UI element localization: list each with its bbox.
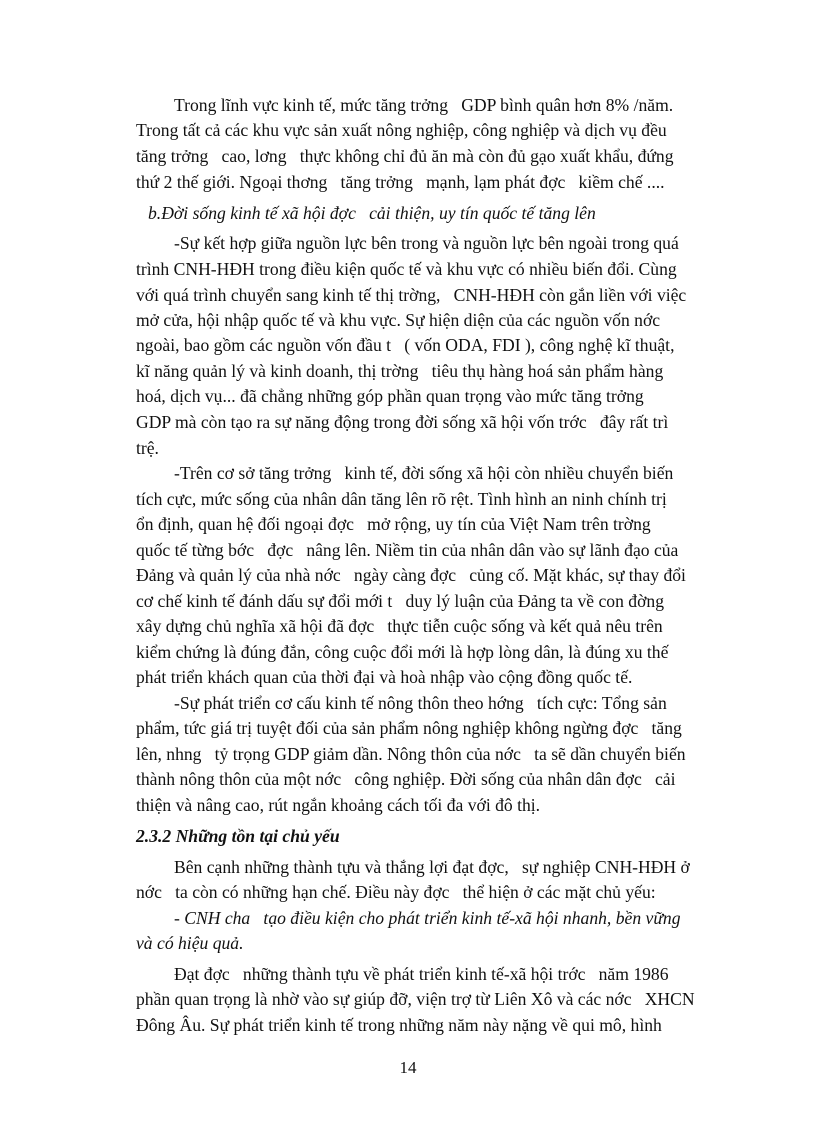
subsection-heading: b.Đời sống kinh tế xã hội đợc cải thiện, uy tín quốc tế tăng lên <box>148 203 596 223</box>
text-line: quốc tế từng bớc đợc nâng lên. Niềm tin của nhân dân vào sự lãnh đạo của <box>136 540 679 560</box>
text-line: phẩm, tức giá trị tuyệt đối của sản phẩm nông nghiệp không ngừng đợc tăng <box>136 718 682 738</box>
text-line: nớc ta còn có những hạn chế. Điều này đợc thể hiện ở các mặt chủ yếu: <box>136 882 656 902</box>
text-line: phát triển khách quan của thời đại và hoà nhập vào cộng đồng quốc tế. <box>136 667 633 687</box>
text-line: kĩ năng quản lý và kinh doanh, thị trờng tiêu thụ hàng hoá sản phẩm hàng <box>136 361 664 381</box>
text-line: phần quan trọng là nhờ vào sự giúp đỡ, viện trợ từ Liên Xô và các nớc XHCN <box>136 989 695 1009</box>
text-line: cơ chế kinh tế đánh dấu sự đổi mới t duy lý luận của Đảng ta về con đờng <box>136 591 664 611</box>
text-line: tăng trởng cao, lơng thực không chỉ đủ ăn mà còn đủ gạo xuất khẩu, đứng <box>136 146 674 166</box>
text-line: trình CNH-HĐH trong điều kiện quốc tế và khu vực có nhiều biến đổi. Cùng <box>136 259 677 279</box>
text-line: thứ 2 thế giới. Ngoại thơng tăng trởng mạnh, lạm phát đợc kiềm chế .... <box>136 172 665 192</box>
page-number: 14 <box>399 1058 417 1077</box>
text-line: Đông Âu. Sự phát triển kinh tế trong những năm này nặng về qui mô, hình <box>136 1015 662 1035</box>
text-line: kiểm chứng là đúng đắn, công cuộc đổi mới là hợp lòng dân, là đúng xu thế <box>136 642 669 662</box>
text-line: Đảng và quản lý của nhà nớc ngày càng đợc củng cố. Mặt khác, sự thay đổi <box>136 565 686 585</box>
text-line: thành nông thôn của một nớc công nghiệp. Đời sống của nhân dân đợc cải <box>136 769 676 789</box>
italic-point: - CNH cha tạo điều kiện cho phát triển kinh tế-xã hội nhanh, bền vững <box>174 908 681 928</box>
text-line: xây dựng chủ nghĩa xã hội đã đợc thực tiễn cuộc sống và kết quả nêu trên <box>136 616 663 636</box>
text-line: -Sự kết hợp giữa nguồn lực bên trong và nguồn lực bên ngoài trong quá <box>174 233 679 253</box>
text-line: hoá, dịch vụ... đã chẳng những góp phần quan trọng vào mức tăng trởng <box>136 386 644 406</box>
text-line: tích cực, mức sống của nhân dân tăng lên rõ rệt. Tình hình an ninh chính trị <box>136 489 667 509</box>
italic-point: và có hiệu quả. <box>136 933 244 953</box>
text-line: mở cửa, hội nhập quốc tế và khu vực. Sự hiện diện của các nguồn vốn nớc <box>136 310 661 330</box>
text-line: Bên cạnh những thành tựu và thắng lợi đạt đợc, sự nghiệp CNH-HĐH ở <box>174 857 690 877</box>
text-line: GDP mà còn tạo ra sự năng động trong đời sống xã hội vốn trớc đây rất trì <box>136 412 669 432</box>
text-line: Đạt đợc những thành tựu về phát triển kinh tế-xã hội trớc năm 1986 <box>174 964 669 984</box>
section-heading: 2.3.2 Những tồn tại chủ yếu <box>136 826 340 846</box>
text-line: Trong lĩnh vực kinh tế, mức tăng trởng GDP bình quân hơn 8% /năm. <box>174 95 674 115</box>
text-line: ổn định, quan hệ đối ngoại đợc mở rộng, uy tín của Việt Nam trên trờng <box>136 514 651 534</box>
text-line: thiện và nâng cao, rút ngắn khoảng cách tối đa với đô thị. <box>136 795 541 815</box>
text-line: với quá trình chuyển sang kinh tế thị trờng, CNH-HĐH còn gắn liền với việc <box>136 285 687 305</box>
text-line: -Sự phát triển cơ cấu kinh tế nông thôn theo hớng tích cực: Tổng sản <box>174 693 667 713</box>
text-line: lên, nhng tỷ trọng GDP giảm dần. Nông thôn của nớc ta sẽ dần chuyển biến <box>136 744 686 764</box>
text-line: -Trên cơ sở tăng trởng kinh tế, đời sống xã hội còn nhiều chuyển biến <box>174 463 674 483</box>
text-line: trệ. <box>136 438 159 458</box>
text-line: ngoài, bao gồm các nguồn vốn đầu t ( vốn ODA, FDI ), công nghệ kĩ thuật, <box>136 335 675 355</box>
text-line: Trong tất cả các khu vực sản xuất nông nghiệp, công nghiệp và dịch vụ đều <box>136 120 667 140</box>
